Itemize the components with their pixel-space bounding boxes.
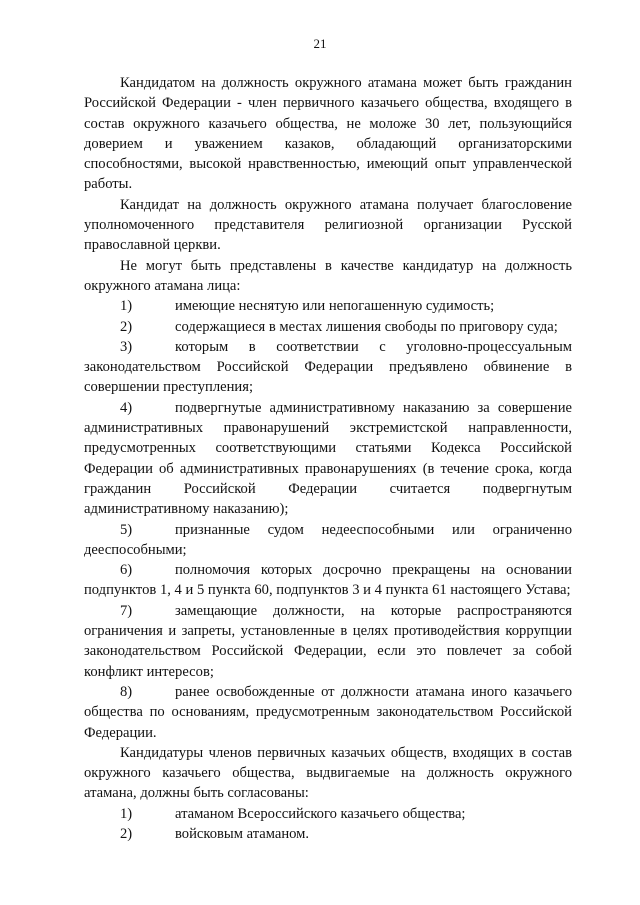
list-item-text: содержащиеся в местах лишения свободы по приговору суда; [175,318,558,335]
list-item [84,317,572,337]
paragraph-blessing: Кандидат на должность окружного атамана получает благословение уполномоченного представителя религиозной организации Русской православной церкви. [84,196,572,254]
paragraph-ineligible-intro: Не могут быть представлены в качестве кандидатур на должность окружного атамана лица: [84,257,572,294]
list-item-text: которым в соответствии с уголовно-процессуальным законодательством Российской Федерации предъявлено обвинение в совершении преступления; [84,338,572,396]
list-item [84,398,572,520]
list-item-number: 1) [120,805,133,822]
list-item [84,824,572,844]
list-item-number: 1) [120,298,133,315]
list-item [84,682,572,743]
list-item-number: 5) [120,521,133,538]
list-item-number: 2) [120,318,133,335]
list-item [84,560,572,601]
list-item [84,601,572,682]
list-item-number: 4) [120,399,133,416]
page-number: 21 [313,36,327,51]
list-item [84,804,572,824]
list-item-number: 6) [120,562,133,579]
list-item-number: 2) [120,825,133,842]
list-item-text: признанные судом недееспособными или ограниченно дееспособными; [84,521,572,558]
list-item-number: 3) [120,338,133,355]
list-item-text: ранее освобожденные от должности атамана иного казачьего общества по основаниям, предусмотренным законодательством Российской Федерации. [84,683,572,741]
list-item-number: 7) [120,602,133,619]
list-item-number: 8) [120,683,133,700]
list-item-text: замещающие должности, на которые распространяются ограничения и запреты, установленные в целях противодействия коррупции законодательством Российской Федерации, если это повлечет за собой конфликт интересов; [84,602,572,680]
document-body [84,73,572,844]
paragraph-approval-intro: Кандидатуры членов первичных казачьих обществ, входящих в состав окружного казачьего общества, выдвигаемые на должность окружного атамана, должны быть согласованы: [84,744,572,802]
list-item-text: атаманом Всероссийского казачьего общества; [175,805,466,822]
list-item [84,337,572,398]
list-item [84,296,572,316]
list-item [84,520,572,561]
list-item-text: полномочия которых досрочно прекращены на основании подпунктов 1, 4 и 5 пункта 60, подпунктов 3 и 4 пункта 61 настоящего Устава; [84,562,572,599]
list-item-text: войсковым атаманом. [175,825,310,842]
list-item-text: подвергнутые административному наказанию за совершение административных правонарушений экстремистской направленности, предусмотренных соответствующими статьями Кодекса Российской Федерации об административных правонарушениях (в течение срока, когда гражданин Российской Федерации считается подвергнутым административному наказанию); [84,399,572,518]
paragraph-candidate-requirements: Кандидатом на должность окружного атамана может быть гражданин Российской Федерации - член первичного казачьего общества, входящего в состав окружного казачьего общества, не моложе 30 лет, пользующийся доверием и уважением казаков, обладающий организаторскими способностями, высокой нравственностью, имеющий опыт управленческой работы. [84,75,572,193]
list-item-text: имеющие неснятую или непогашенную судимость; [175,298,495,315]
